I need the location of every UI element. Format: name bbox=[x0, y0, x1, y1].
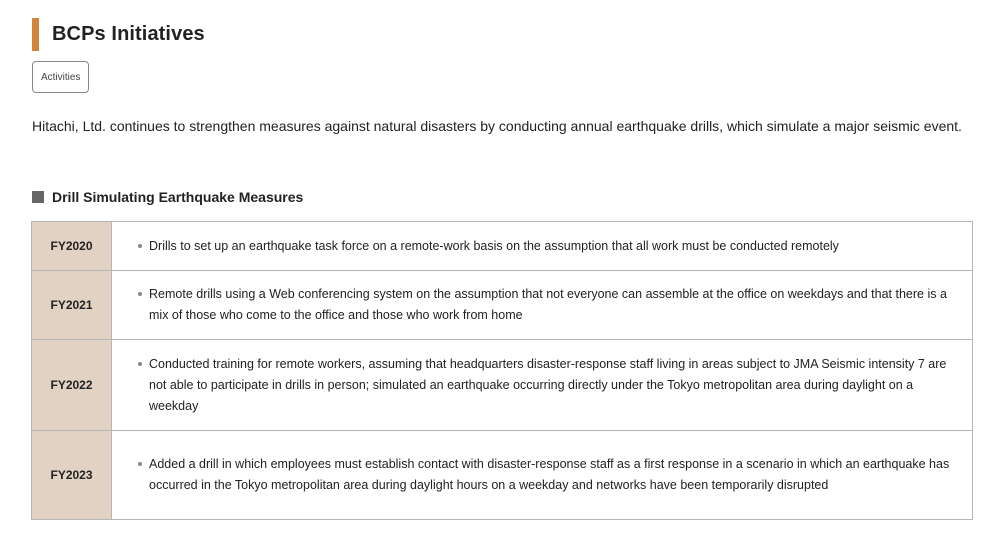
drill-description: Conducted training for remote workers, assuming that headquarters disaster-response staff living in areas subject to JMA Seismic intensity 7 are not able to participate in drills in person; simulated an earthquake occurring directly under the Tokyo metropolitan area during daylight on a weekday bbox=[149, 356, 947, 413]
table-row bbox=[32, 222, 973, 271]
list-item bbox=[138, 236, 952, 257]
activities-tag-button[interactable]: Activities bbox=[32, 61, 89, 93]
table-row bbox=[32, 340, 973, 431]
drill-description: Added a drill in which employees must establish contact with disaster-response staff as a first response in a scenario in which an earthquake has occurred in the Tokyo metropolitan area during daylight hours on a weekday and networks have been temporarily disrupted bbox=[149, 457, 950, 492]
list-item bbox=[138, 354, 952, 417]
list-item bbox=[138, 454, 952, 496]
page-title-row bbox=[32, 18, 205, 51]
bullet-icon bbox=[138, 462, 142, 466]
page-title: BCPs Initiatives bbox=[52, 23, 205, 45]
year-cell: FY2020 bbox=[32, 222, 112, 271]
content-cell bbox=[112, 222, 973, 271]
table-row bbox=[32, 271, 973, 340]
content-cell bbox=[112, 431, 973, 520]
bullet-icon bbox=[138, 292, 142, 296]
year-cell: FY2023 bbox=[32, 431, 112, 520]
drill-description: Drills to set up an earthquake task force on a remote-work basis on the assumption that all work must be conducted remotely bbox=[149, 238, 839, 253]
square-bullet-icon bbox=[32, 191, 44, 203]
table-row bbox=[32, 431, 973, 520]
drill-description: Remote drills using a Web conferencing system on the assumption that not everyone can assemble at the office on weekdays and that there is a mix of those who come to the office and those who work from home bbox=[149, 287, 947, 322]
title-accent-bar bbox=[32, 18, 39, 51]
bullet-icon bbox=[138, 362, 142, 366]
year-cell: FY2021 bbox=[32, 271, 112, 340]
drills-table bbox=[31, 221, 973, 520]
section-heading bbox=[32, 189, 303, 205]
content-cell bbox=[112, 271, 973, 340]
list-item bbox=[138, 284, 952, 326]
section-heading-text: Drill Simulating Earthquake Measures bbox=[52, 189, 304, 205]
content-cell bbox=[112, 340, 973, 431]
intro-paragraph: Hitachi, Ltd. continues to strengthen measures against natural disasters by conducting annual earthquake drills, which simulate a major seismic event. bbox=[32, 118, 962, 134]
year-cell: FY2022 bbox=[32, 340, 112, 431]
bullet-icon bbox=[138, 244, 142, 248]
